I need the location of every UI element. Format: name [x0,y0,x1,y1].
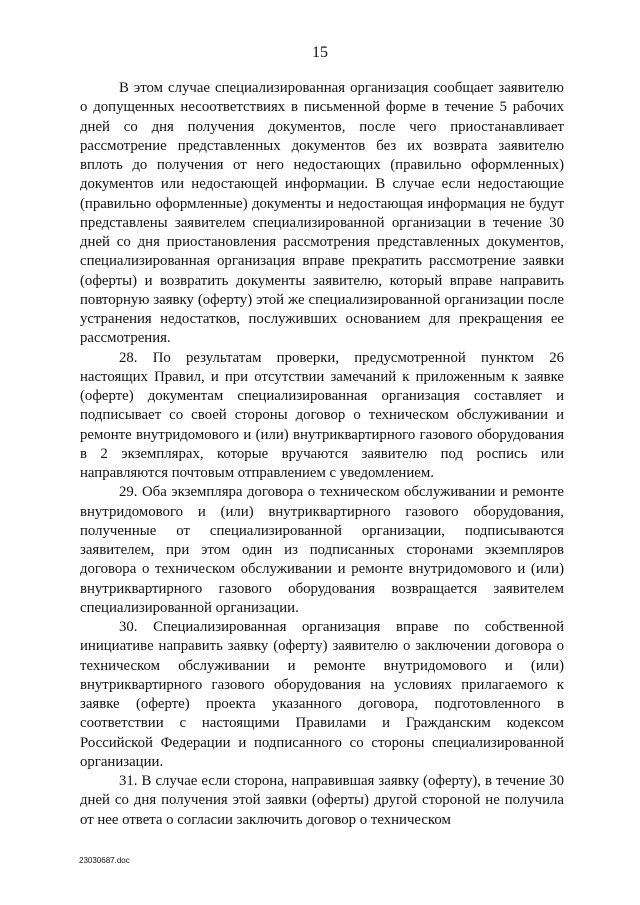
paragraph-29: 29. Оба экземпляра договора о техническом обслуживании и ремонте внутридомового и (или) внутриквартирного газового оборудования, полученные от специализированной организации, подписываются заявителем, при этом один из подписанных сторонами экземпляров договора о техническом обслуживании и ремонте внутридомового и (или) внутриквартирного газового оборудования возвращается заявителем специализированной организации. [80,484,564,616]
file-name-footer: 23030687.doc [79,856,130,865]
paragraph-28: 28. По результатам проверки, предусмотренной пунктом 26 настоящих Правил, и при отсутствии замечаний к приложенным к заявке (оферте) документам специализированная организация составляет и подписывает со своей стороны договор о техническом обслуживании и ремонте внутридомового и (или) внутриквартирного газового оборудования в 2 экземплярах, которые вручаются заявителю под роспись или направляются почтовым отправлением с уведомлением. [80,349,564,481]
page-number: 15 [312,44,328,61]
paragraph-31: 31. В случае если сторона, направившая заявку (оферту), в течение 30 дней со дня получения этой заявки (оферты) другой стороной не получила от нее ответа о согласии заключить договор о техническом [80,773,564,828]
paragraph-continuation: В этом случае специализированная организация сообщает заявителю о допущенных несоответствиях в письменной форме в течение 5 рабочих дней со дня получения документов, после чего приостанавливает рассмотрение представленных документов без их возврата заявителю вплоть до получения от него недостающих (правильно оформленных) документов или недостающей информации. В случае если недостающие (правильно оформленные) документы и недостающая информация не будут представлены заявителем специализированной организации в течение 30 дней со дня приостановления рассмотрения представленных документов, специализированная организация вправе прекратить рассмотрение заявки (оферты) и возвратить документы заявителю, который вправе направить повторную заявку (оферту) этой же специализированной организации после устранения недостатков, послуживших основанием для прекращения ее рассмотрения. [80,80,564,347]
document-body [80,79,564,830]
paragraph-30: 30. Специализированная организация вправе по собственной инициативе направить заявку (оферту) заявителю о заключении договора о техническом обслуживании и ремонте внутридомового и (или) внутриквартирного газового оборудования на условиях прилагаемого к заявке (оферте) проекта указанного договора, подготовленного в соответствии с настоящими Правилами и Гражданским кодексом Российской Федерации и подписанного со стороны специализированной организации. [80,619,564,770]
